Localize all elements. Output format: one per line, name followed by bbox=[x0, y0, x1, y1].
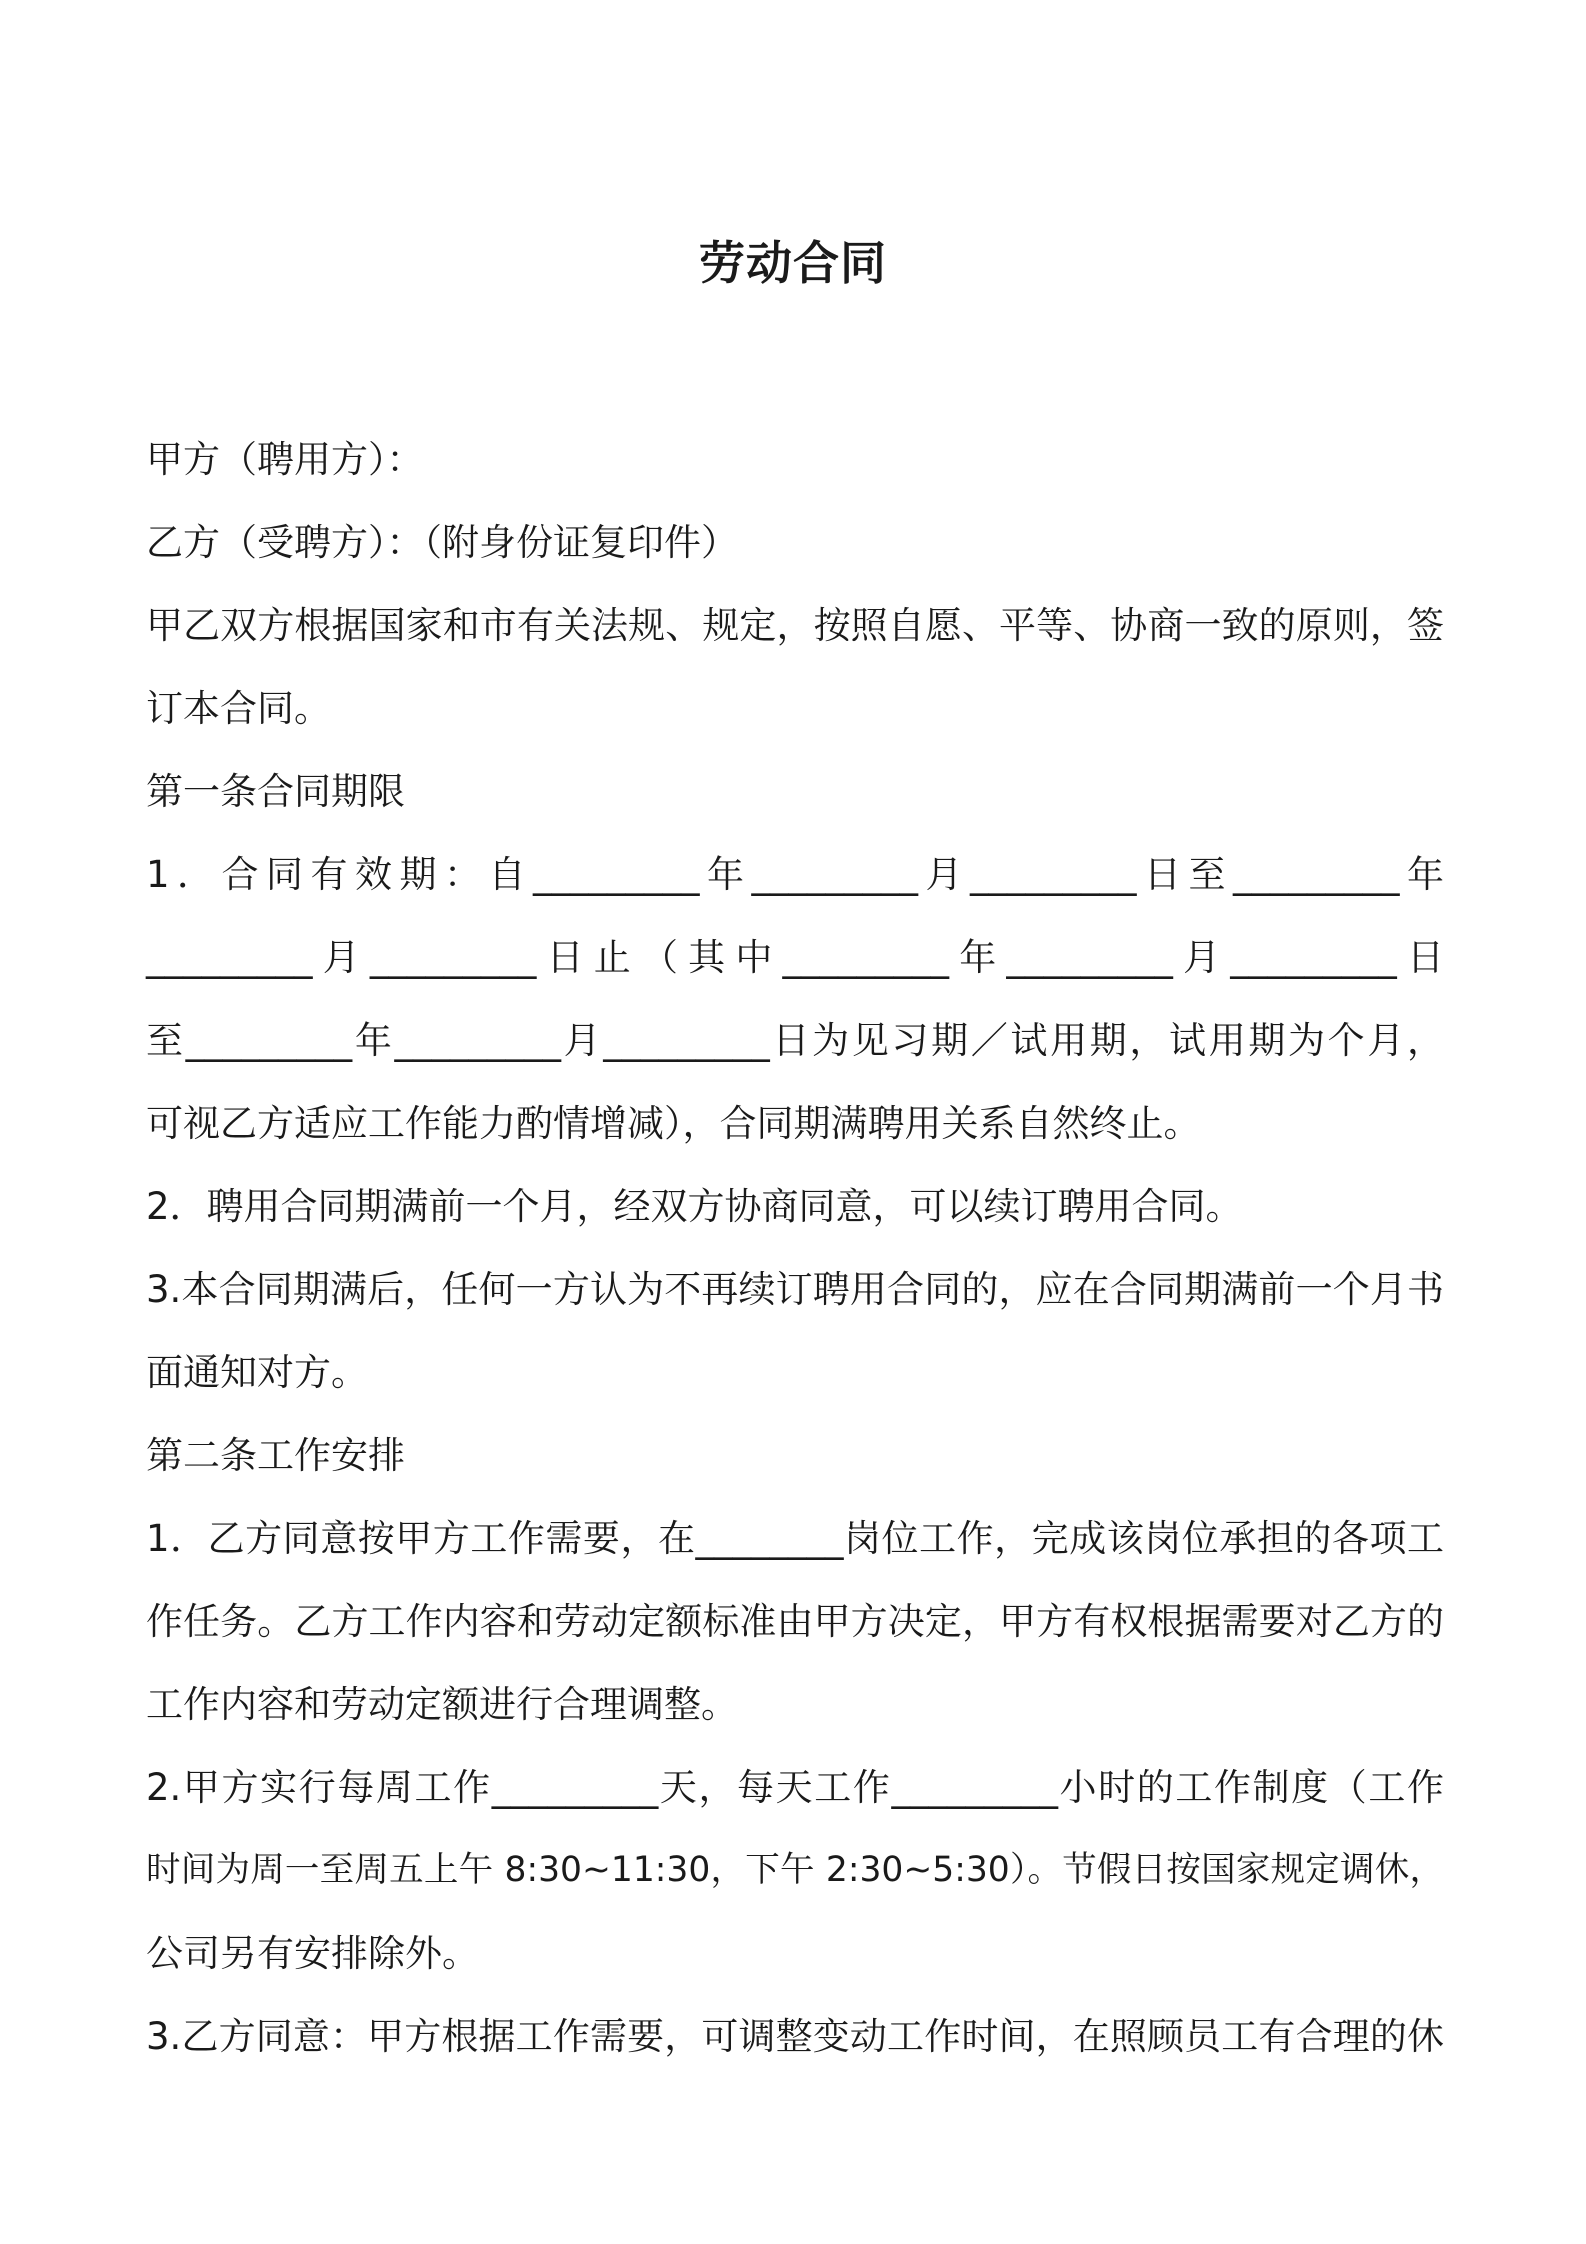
article-2-clause-1-line-3: 工作内容和劳动定额进行合理调整。 bbox=[146, 1683, 738, 1726]
article-2-heading: 第二条工作安排 bbox=[146, 1434, 405, 1477]
party-a-line: 甲方（聘用方）： bbox=[146, 438, 424, 481]
article-1-clause-2: 2．聘用合同期满前一个月，经双方协商同意，可以续订聘用合同。 bbox=[146, 1185, 1243, 1228]
article-1-clause-1-line-2: _________月_________日止（其中_________年_________月_________日 bbox=[146, 936, 1444, 979]
article-1-clause-1-line-4: 可视乙方适应工作能力酌情增减），合同期满聘用关系自然终止。 bbox=[146, 1102, 1201, 1145]
article-1-clause-1-line-1: 1．合同有效期：自_________年_________月_________日至_________年 bbox=[146, 853, 1444, 896]
article-1-clause-3-line-1: 3.本合同期满后，任何一方认为不再续订聘用合同的，应在合同期满前一个月书 bbox=[146, 1268, 1444, 1311]
article-2-clause-2-line-3: 公司另有安排除外。 bbox=[146, 1932, 479, 1975]
document-title: 劳动合同 bbox=[699, 236, 887, 290]
article-1-clause-1-line-3: 至_________年_________月_________日为见习期／试用期，试用期为个月， bbox=[146, 1019, 1444, 1062]
article-2-clause-2-line-1: 2.甲方实行每周工作_________天，每天工作_________小时的工作制度（工作 bbox=[146, 1766, 1444, 1809]
article-1-heading: 第一条合同期限 bbox=[146, 770, 405, 813]
preamble-line-2: 订本合同。 bbox=[146, 687, 331, 730]
preamble-line-1: 甲乙双方根据国家和市有关法规、规定，按照自愿、平等、协商一致的原则，签 bbox=[146, 604, 1444, 647]
article-2-clause-2-line-2: 时间为周一至周五上午 8:30~11:30，下午 2:30~5:30）。节假日按国家规定调休， bbox=[146, 1850, 1444, 1890]
article-2-clause-1-line-1: 1．乙方同意按甲方工作需要，在________岗位工作，完成该岗位承担的各项工 bbox=[146, 1517, 1444, 1560]
article-2-clause-3-line-1: 3.乙方同意：甲方根据工作需要，可调整变动工作时间，在照顾员工有合理的休 bbox=[146, 2015, 1444, 2058]
article-2-clause-1-line-2: 作任务。乙方工作内容和劳动定额标准由甲方决定，甲方有权根据需要对乙方的 bbox=[146, 1600, 1444, 1643]
article-1-clause-3-line-2: 面通知对方。 bbox=[146, 1351, 368, 1394]
party-b-line: 乙方（受聘方）：（附身份证复印件） bbox=[146, 521, 738, 564]
contract-body bbox=[146, 418, 1444, 2078]
